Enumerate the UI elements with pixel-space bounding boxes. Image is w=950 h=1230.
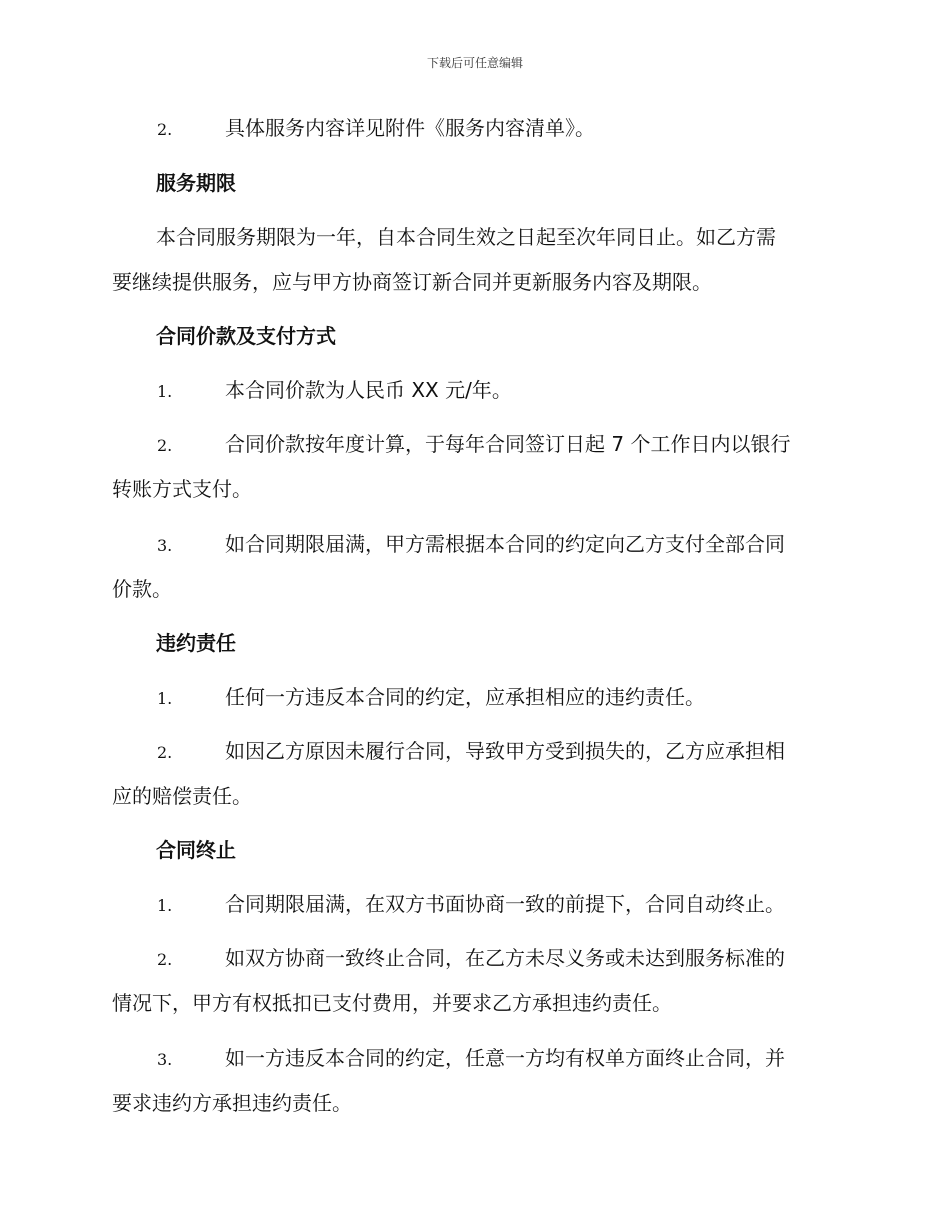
list-item-continuation: 价款。 <box>112 577 172 601</box>
list-item-continuation: 情况下，甲方有权抵扣已支付费用，并要求乙方承担违约责任。 <box>112 991 672 1015</box>
list-item-text: 如合同期限届满，甲方需根据本合同的约定向乙方支付全部合同 <box>225 532 785 556</box>
list-item-continuation: 应的赔偿责任。 <box>112 784 252 808</box>
list-number: 3. <box>157 536 173 555</box>
paragraph-line: 要继续提供服务，应与甲方协商签订新合同并更新服务内容及期限。 <box>112 270 712 294</box>
section-heading-termination: 合同终止 <box>156 838 236 862</box>
list-item-text: 如因乙方原因未履行合同，导致甲方受到损失的，乙方应承担相 <box>225 739 785 763</box>
list-number: 2. <box>157 120 173 139</box>
list-number: 2. <box>157 743 173 762</box>
list-number: 2. <box>157 436 173 455</box>
list-number: 1. <box>157 689 173 708</box>
list-item-continuation: 转账方式支付。 <box>112 477 252 501</box>
list-number: 1. <box>157 896 173 915</box>
list-item-text: 如一方违反本合同的约定，任意一方均有权单方面终止合同，并 <box>225 1046 785 1070</box>
list-item-text: 合同价款按年度计算，于每年合同签订日起 7 个工作日内以银行 <box>225 432 791 456</box>
list-number: 1. <box>157 382 173 401</box>
page-header: 下载后可任意编辑 <box>426 56 523 70</box>
paragraph-line: 本合同服务期限为一年，自本合同生效之日起至次年同日止。如乙方需 <box>156 225 776 249</box>
section-heading-price-payment: 合同价款及支付方式 <box>156 324 336 348</box>
section-heading-service-term: 服务期限 <box>156 171 236 195</box>
section-heading-breach: 违约责任 <box>156 631 236 655</box>
list-item-text: 合同期限届满，在双方书面协商一致的前提下，合同自动终止。 <box>225 892 785 916</box>
list-item-text: 具体服务内容详见附件《服务内容清单》。 <box>225 116 595 140</box>
list-item-text: 任何一方违反本合同的约定，应承担相应的违约责任。 <box>225 685 705 709</box>
list-number: 2. <box>157 950 173 969</box>
list-number: 3. <box>157 1050 173 1069</box>
list-item-text: 如双方协商一致终止合同，在乙方未尽义务或未达到服务标准的 <box>225 946 785 970</box>
list-item-text: 本合同价款为人民币 XX 元/年。 <box>225 378 512 402</box>
list-item-continuation: 要求违约方承担违约责任。 <box>112 1091 352 1115</box>
